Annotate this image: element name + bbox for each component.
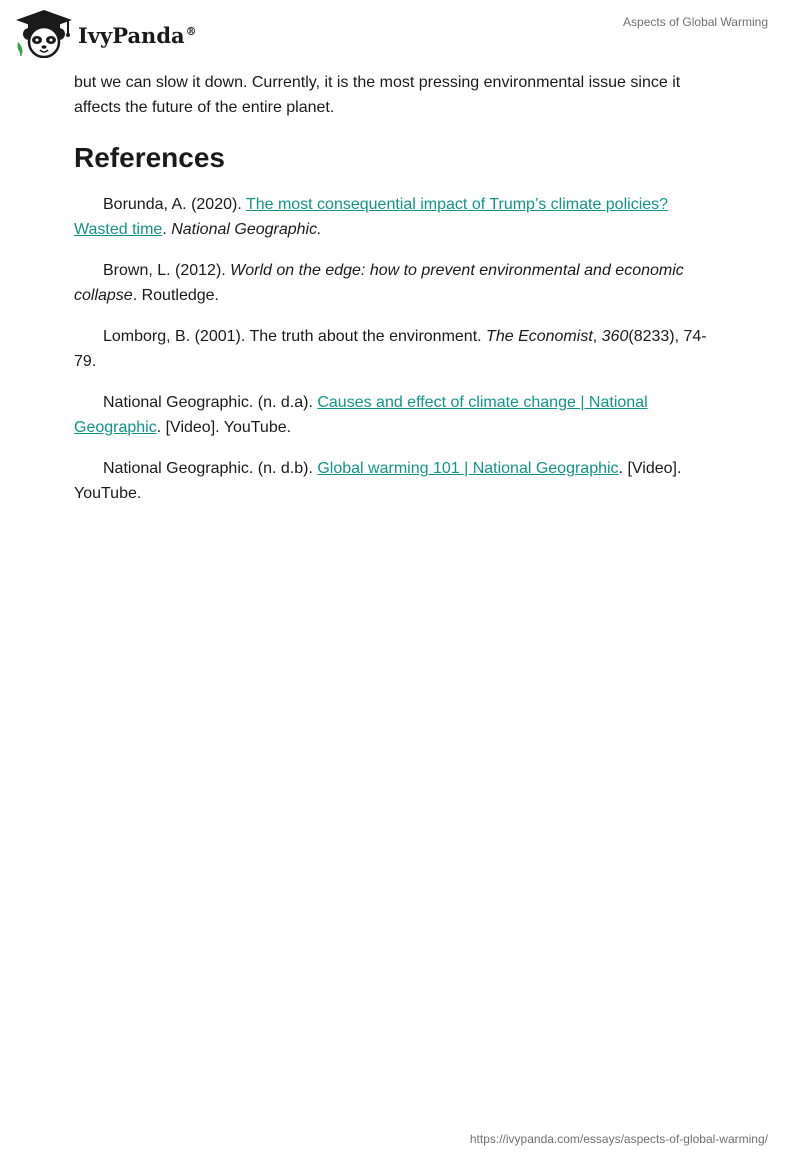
reference-item: National Geographic. (n. d.b). Global warming 101 | National Geographic. [Video]. YouTube. [74,460,682,502]
reference-link[interactable]: Causes and effect of climate change | National Geographic [74,394,648,436]
reference-item: Borunda, A. (2020). The most consequential impact of Trump’s climate policies? Wasted time. National Geographic. [74,196,669,238]
essay-content [74,70,714,522]
reference-link[interactable]: Global warming 101 | National Geographic [317,460,619,477]
reference-item: Brown, L. (2012). World on the edge: how to prevent environmental and economic collapse. Routledge. [74,262,684,304]
reference-link[interactable]: The most consequential impact of Trump’s climate policies? Wasted time [74,196,669,238]
intro-paragraph: but we can slow it down. Currently, it is the most pressing environmental issue since it affects the future of the entire planet. [74,74,681,116]
footer-url[interactable]: https://ivypanda.com/essays/aspects-of-global-warming/ [469,1132,768,1146]
brand-name: IvyPanda® [78,22,197,48]
references-heading: References [74,142,225,173]
panda-graduation-cap-icon [14,8,74,58]
reference-item: National Geographic. (n. d.a). Causes and effect of climate change | National Geographic. [Video]. YouTube. [74,394,648,436]
document-title: Aspects of Global Warming [623,15,768,29]
ivypanda-logo[interactable] [14,8,197,58]
reference-item: Lomborg, B. (2001). The truth about the environment. The Economist, 360(8233), 74-79. [74,328,707,370]
page-header [0,0,800,64]
